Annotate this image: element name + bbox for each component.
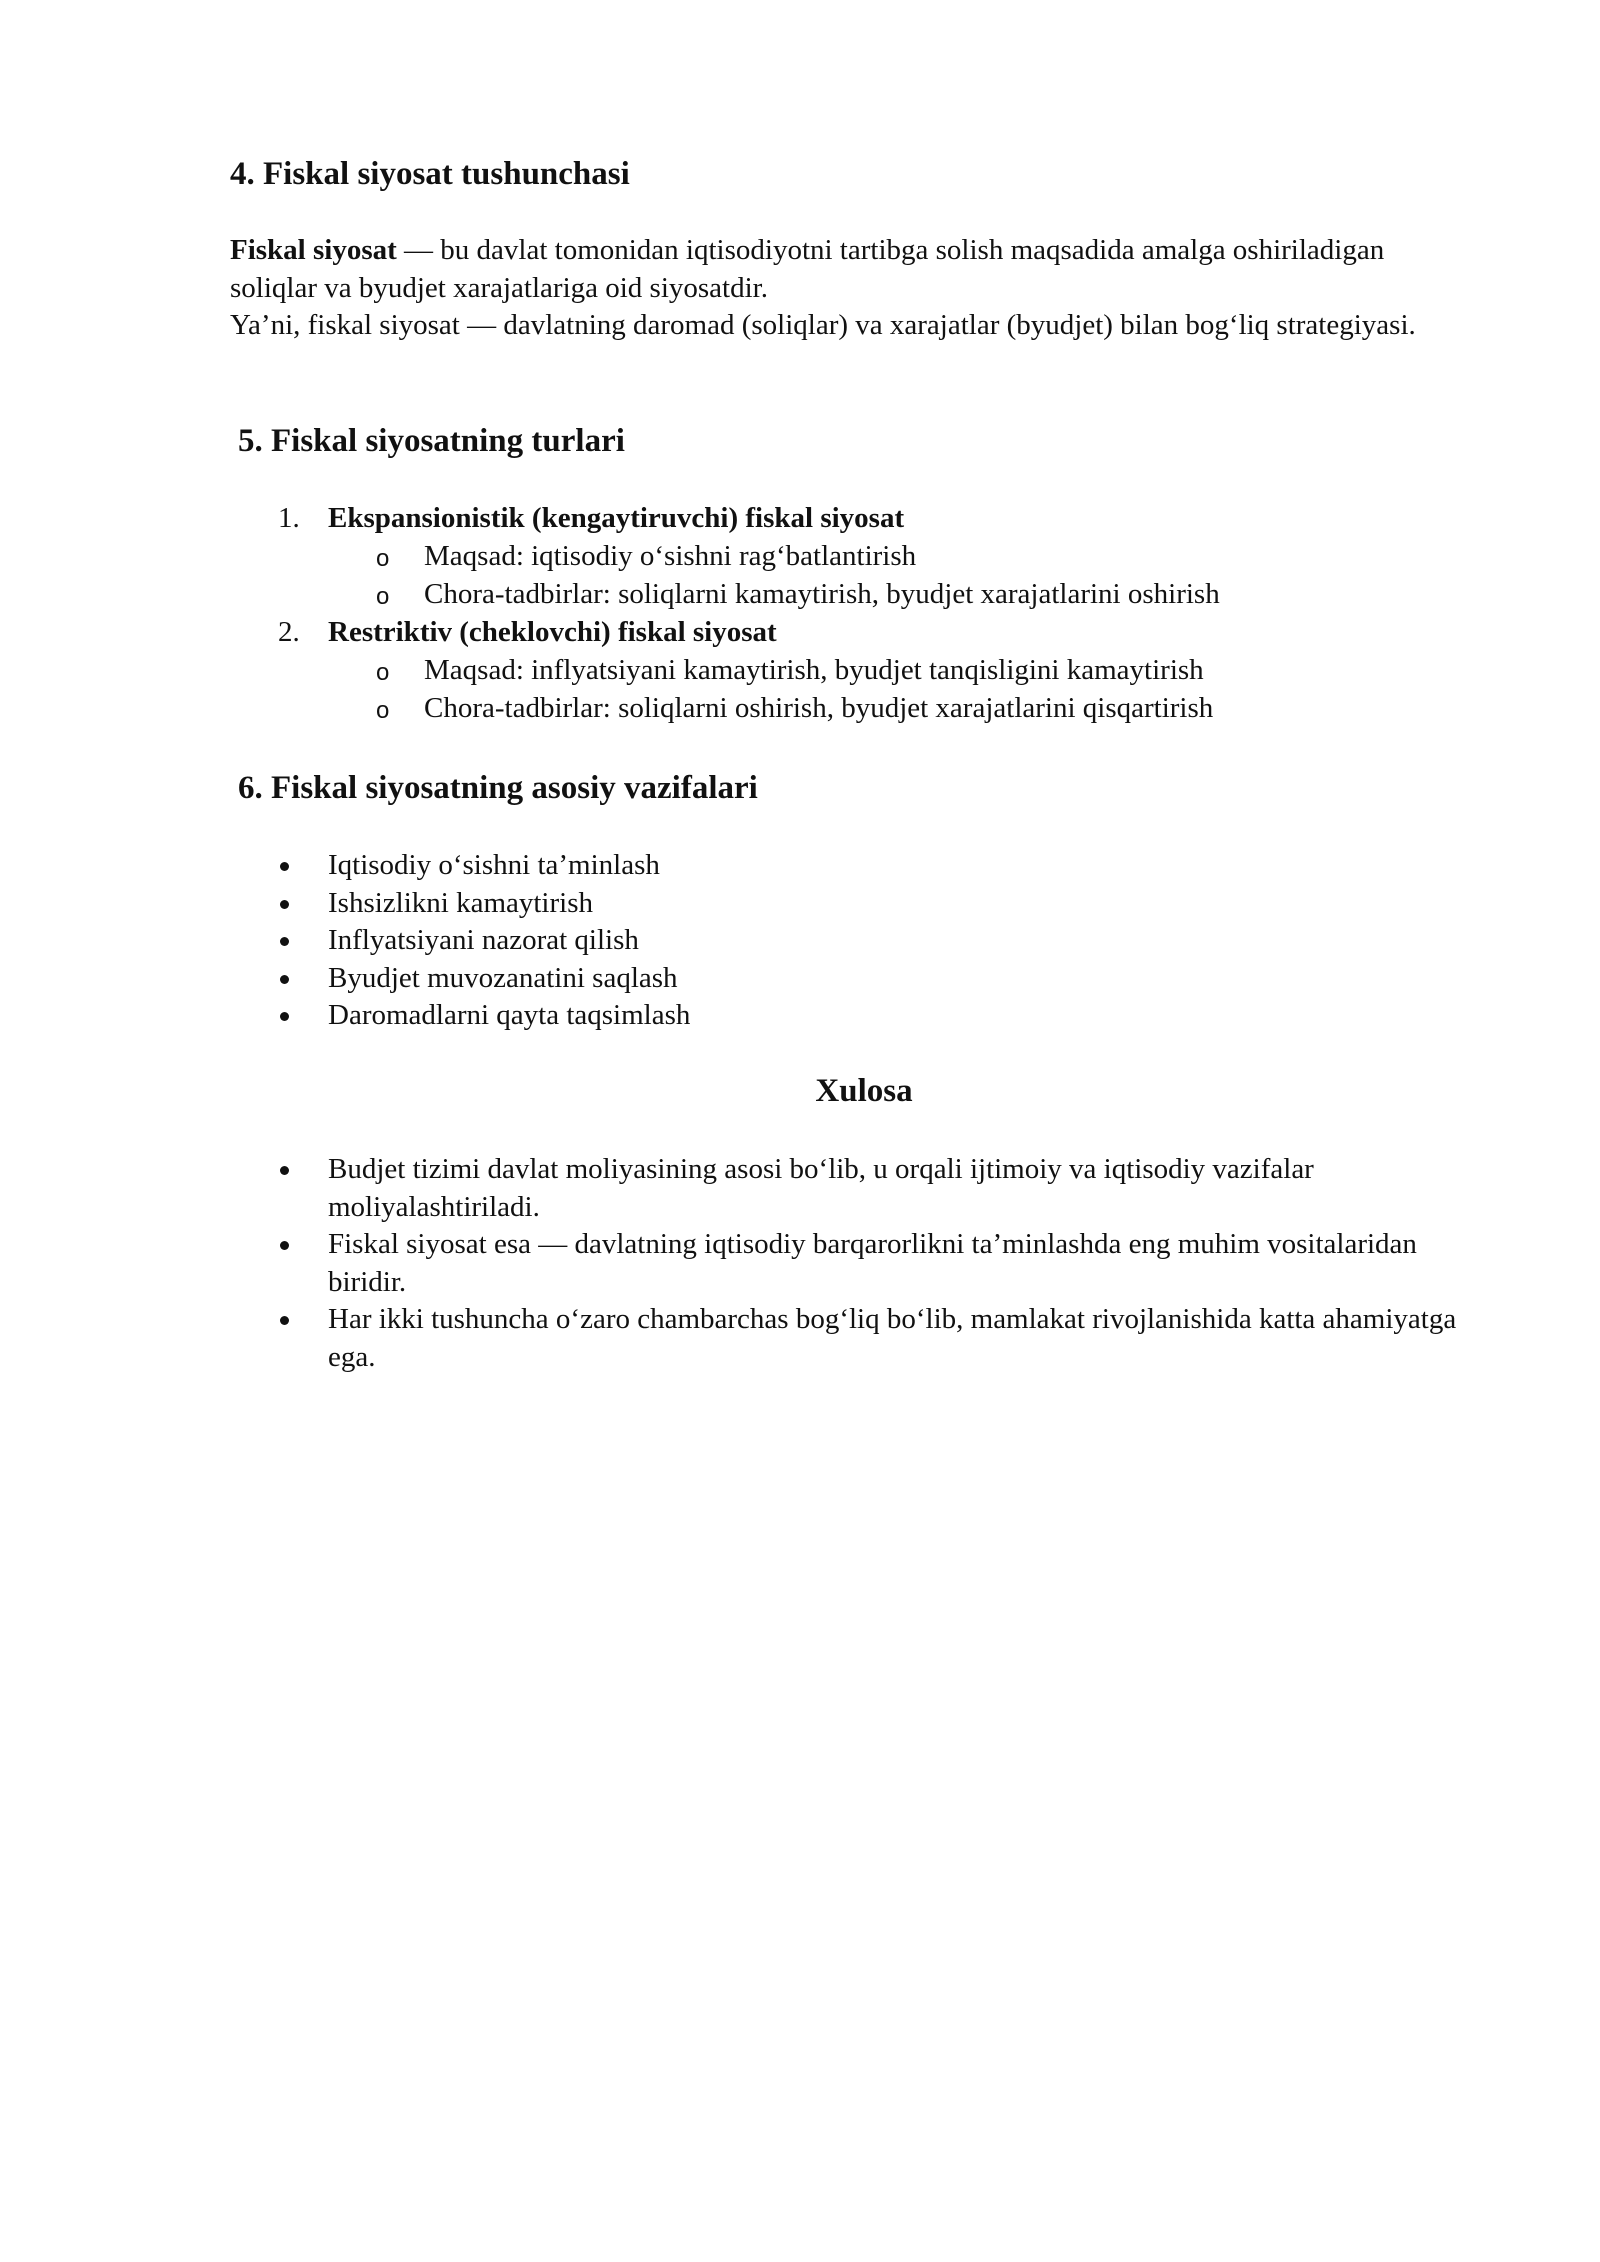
section-5-heading: 5. Fiskal siyosatning turlari bbox=[238, 423, 625, 459]
bullet-icon bbox=[280, 1166, 289, 1175]
definition-explanation: Ya’ni, fiskal siyosat — davlatning daromad (soliqlar) va xarajatlar (byudjet) bilan bog‘liq strategiyasi. bbox=[230, 309, 1416, 341]
bullet-icon bbox=[280, 900, 289, 909]
list-item-text: Byudjet muvozanatini saqlash bbox=[328, 962, 678, 994]
definition-text: — bu davlat tomonidan iqtisodiyotni tartibga solish maqsadida amalga oshiriladigan soliqlar va byudjet xarajatlariga oid siyosatdir. bbox=[230, 234, 1385, 304]
list-item-text: Budjet tizimi davlat moliyasining asosi bo‘lib, u orqali ijtimoiy va iqtisodiy vazifalar moliyalashtiriladi. bbox=[328, 1153, 1314, 1223]
bullet-icon bbox=[280, 862, 289, 871]
sub-marker: o bbox=[376, 659, 390, 686]
sub-marker: o bbox=[376, 545, 390, 572]
list-number: 1. bbox=[278, 502, 300, 534]
definition-term: Fiskal siyosat bbox=[230, 234, 397, 266]
sub-list-item: Chora-tadbirlar: soliqlarni kamaytirish, byudjet xarajatlarini oshirish bbox=[424, 578, 1220, 610]
list-item-title: Restriktiv (cheklovchi) fiskal siyosat bbox=[328, 616, 777, 648]
conclusion-heading: Xulosa bbox=[815, 1073, 913, 1109]
list-number: 2. bbox=[278, 616, 300, 648]
list-item-text: Fiskal siyosat esa — davlatning iqtisodiy barqarorlikni ta’minlashda eng muhim vositalaridan biridir. bbox=[328, 1228, 1417, 1298]
sub-list-item: Chora-tadbirlar: soliqlarni oshirish, byudjet xarajatlarini qisqartirish bbox=[424, 692, 1214, 724]
list-item-text: Ishsizlikni kamaytirish bbox=[328, 887, 593, 919]
section-6-heading: 6. Fiskal siyosatning asosiy vazifalari bbox=[238, 770, 758, 806]
bullet-icon bbox=[280, 937, 289, 946]
bullet-icon bbox=[280, 975, 289, 984]
list-item-text: Inflyatsiyani nazorat qilish bbox=[328, 924, 639, 956]
bullet-icon bbox=[280, 1241, 289, 1250]
sub-list-item: Maqsad: inflyatsiyani kamaytirish, byudjet tanqisligini kamaytirish bbox=[424, 654, 1204, 686]
sub-marker: o bbox=[376, 697, 390, 724]
list-item-text: Daromadlarni qayta taqsimlash bbox=[328, 999, 691, 1031]
list-item-text: Iqtisodiy o‘sishni ta’minlash bbox=[328, 849, 660, 881]
section-4-heading: 4. Fiskal siyosat tushunchasi bbox=[230, 156, 630, 192]
list-item-title: Ekspansionistik (kengaytiruvchi) fiskal siyosat bbox=[328, 502, 905, 534]
sub-list-item: Maqsad: iqtisodiy o‘sishni rag‘batlantirish bbox=[424, 540, 917, 572]
sub-marker: o bbox=[376, 583, 390, 610]
section-4-definition bbox=[230, 232, 1430, 345]
bullet-icon bbox=[280, 1012, 289, 1021]
list-item-text: Har ikki tushuncha o‘zaro chambarchas bog‘liq bo‘lib, mamlakat rivojlanishida katta ahamiyatga ega. bbox=[328, 1303, 1457, 1373]
bullet-icon bbox=[280, 1316, 289, 1325]
